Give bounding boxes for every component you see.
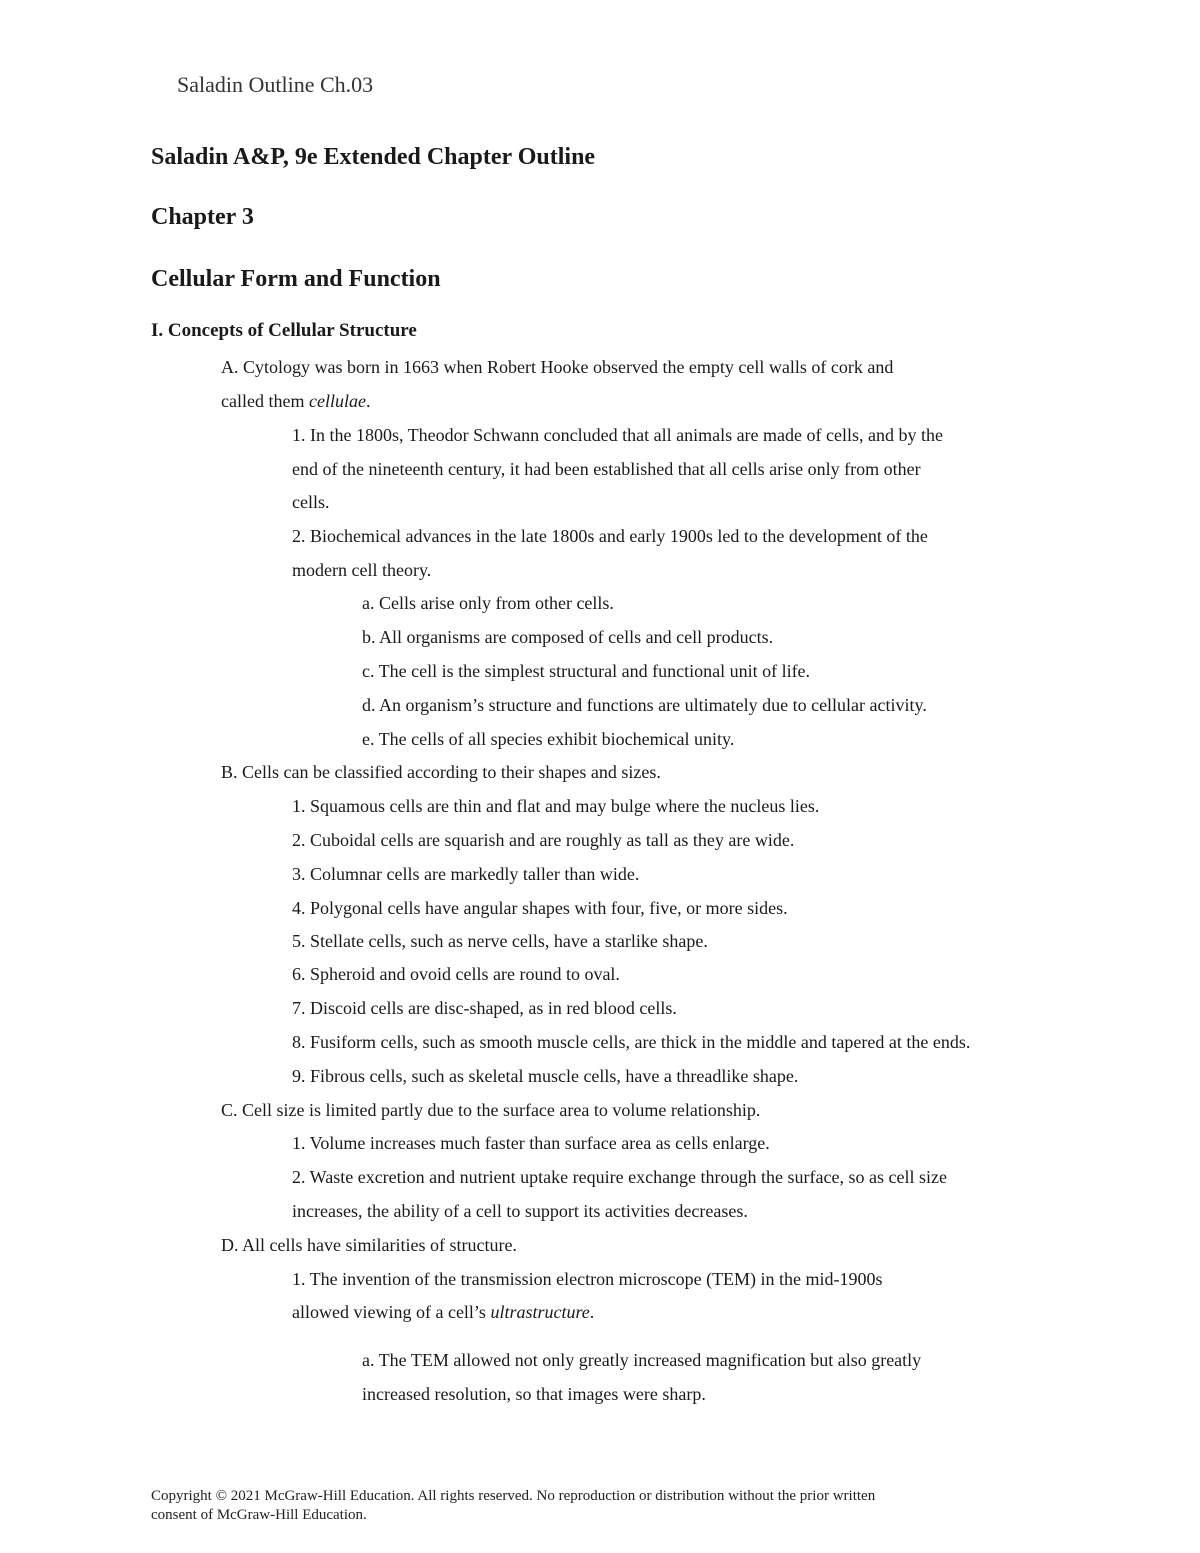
book-title: Saladin A&P, 9e Extended Chapter Outline [151, 144, 596, 170]
page-header: Saladin Outline Ch.03 [177, 72, 374, 97]
outline-item-b2: 2. Cuboidal cells are squarish and are roughly as tall as they are wide. [292, 830, 795, 850]
topic-title: Cellular Form and Function [151, 266, 441, 292]
outline-item-a2b: b. All organisms are composed of cells and cell products. [362, 627, 774, 647]
outline-item-c: C. Cell size is limited partly due to the surface area to volume relationship. [221, 1100, 761, 1120]
text-span: . [365, 391, 371, 411]
text-span: allowed viewing of a cell’s [292, 1302, 491, 1322]
outline-item-a-line1: A. Cytology was born in 1663 when Robert Hooke observed the empty cell walls of cork and [221, 357, 894, 377]
chapter-title: Chapter 3 [151, 204, 254, 230]
outline-item-b9: 9. Fibrous cells, such as skeletal muscle cells, have a threadlike shape. [292, 1066, 799, 1086]
outline-item-b1: 1. Squamous cells are thin and flat and may bulge where the nucleus lies. [292, 796, 820, 816]
outline-item-b8: 8. Fusiform cells, such as smooth muscle cells, are thick in the middle and tapered at the ends. [292, 1032, 971, 1052]
italic-term: ultrastructure [490, 1302, 590, 1322]
outline-item-a1-line3: cells. [292, 492, 330, 512]
outline-item-a2e: e. The cells of all species exhibit biochemical unity. [362, 729, 735, 749]
outline-item-b: B. Cells can be classified according to their shapes and sizes. [221, 762, 661, 782]
copyright-line1: Copyright © 2021 McGraw-Hill Education. All rights reserved. No reproduction or distribution without the prior written [151, 1488, 876, 1504]
outline-item-a1-line1: 1. In the 1800s, Theodor Schwann concluded that all animals are made of cells, and by the [292, 425, 943, 445]
italic-term: cellulae [308, 391, 366, 411]
outline-item-c1: 1. Volume increases much faster than surface area as cells enlarge. [292, 1133, 770, 1153]
outline-item-b7: 7. Discoid cells are disc-shaped, as in red blood cells. [292, 998, 677, 1018]
outline-item-b3: 3. Columnar cells are markedly taller than wide. [292, 864, 640, 884]
outline-item-b6: 6. Spheroid and ovoid cells are round to oval. [292, 964, 620, 984]
outline-item-d1-line2 [292, 1301, 594, 1323]
outline-item-a1-line2: end of the nineteenth century, it had been established that all cells arise only from other [292, 459, 921, 479]
outline-item-b4: 4. Polygonal cells have angular shapes with four, five, or more sides. [292, 898, 788, 918]
section-heading: I. Concepts of Cellular Structure [151, 320, 417, 341]
outline-item-a2-line1: 2. Biochemical advances in the late 1800s and early 1900s led to the development of the [292, 526, 928, 546]
outline-item-d1-line1: 1. The invention of the transmission electron microscope (TEM) in the mid-1900s [292, 1269, 883, 1289]
outline-item-a-line2 [221, 390, 370, 412]
outline-item-c2-line1: 2. Waste excretion and nutrient uptake require exchange through the surface, so as cell size [292, 1167, 947, 1187]
copyright-footer [151, 1487, 1051, 1525]
outline-item-a2a: a. Cells arise only from other cells. [362, 593, 614, 613]
text-span: . [589, 1302, 595, 1322]
copyright-line2: consent of McGraw-Hill Education. [151, 1507, 367, 1523]
outline-item-d: D. All cells have similarities of structure. [221, 1235, 517, 1255]
outline-item-a2-line2: modern cell theory. [292, 560, 432, 580]
outline-item-b5: 5. Stellate cells, such as nerve cells, have a starlike shape. [292, 931, 708, 951]
text-span: called them [221, 391, 309, 411]
outline-item-c2-line2: increases, the ability of a cell to support its activities decreases. [292, 1201, 748, 1221]
outline-item-a2d: d. An organism’s structure and functions are ultimately due to cellular activity. [362, 695, 927, 715]
outline-item-a2c: c. The cell is the simplest structural and functional unit of life. [362, 661, 811, 681]
outline-item-d1a-line1: a. The TEM allowed not only greatly increased magnification but also greatly [362, 1350, 922, 1370]
outline-item-d1a-line2: increased resolution, so that images were sharp. [362, 1384, 706, 1404]
